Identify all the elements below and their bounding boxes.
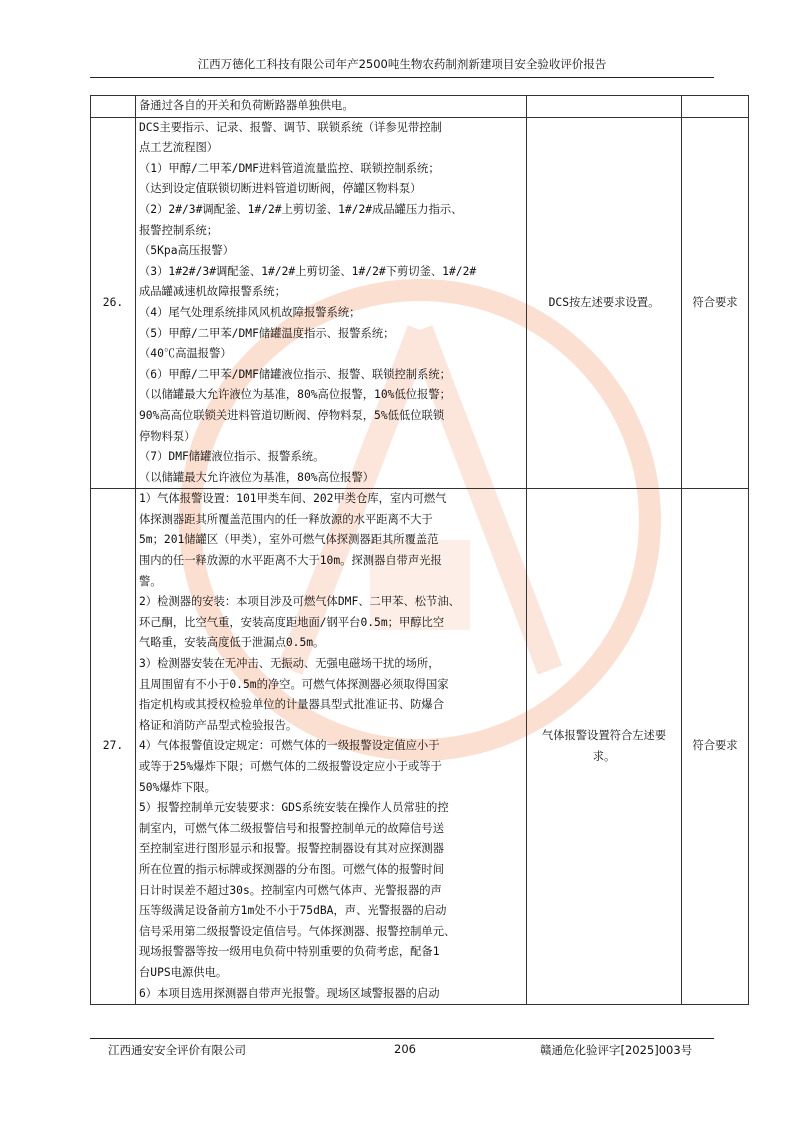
table-row [91, 117, 749, 489]
report-title: 江西万德化工科技有限公司年产2500吨生物农药制剂新建项目安全验收评价报告 [197, 57, 607, 71]
item-number: 26. [91, 117, 136, 489]
footer-divider [90, 1038, 714, 1039]
content-line: （5）甲醇/二甲苯/DMF储罐温度指示、报警系统； [139, 326, 395, 340]
content-line: 5m；201储罐区（甲类），室外可燃气体探测器距其所覆盖范 [139, 533, 439, 547]
content-line: 成品罐减速机故障报警系统； [139, 285, 286, 299]
content-line: （7）DMF储罐液位指示、报警系统。 [139, 450, 325, 464]
content-line: 1）气体报警设置：101甲类车间、202甲类仓库，室内可燃气 [139, 492, 447, 506]
content-line: 报警控制系统； [139, 223, 219, 237]
content-line: 5）报警控制单元安装要求：GDS系统安装在操作人员常驻的控 [139, 801, 449, 815]
footer-company: 江西通安安全评价有限公司 [108, 1043, 246, 1057]
content-line: 现场报警器等按一级用电负荷中特别重要的负荷考虑，配备1 [139, 945, 440, 959]
content-line: （以储罐最大允许液位为基准，80%高位报警，10%低位报警； [139, 388, 451, 402]
content-line: （2）2#/3#调配釜、1#/2#上剪切釜、1#/2#成品罐压力指示、 [139, 202, 463, 216]
content-line: （40℃高温报警） [139, 347, 232, 361]
conclusion [682, 96, 749, 118]
content-line: 体探测器距其所覆盖范围内的任一释放源的水平距离不大于 [139, 512, 433, 526]
content-line: 4）气体报警值设定规定：可燃气体的一级报警设定值应小于 [139, 739, 440, 753]
table-row [91, 489, 749, 1005]
content-line: （达到设定值联锁切断进料管道切断阀，停罐区物料泵） [139, 182, 422, 196]
inspection-result: 气体报警设置符合左述要求。 [527, 489, 682, 1005]
content-line: 所在位置的指示标牌或探测器的分布图。可燃气体的报警时间 [139, 862, 445, 876]
content-line: 制室内，可燃气体二级报警信号和报警控制单元的故障信号送 [139, 821, 445, 835]
content-line: 压等级满足设备前方1m处不小于75dBA，声、光警报器的启动 [139, 904, 447, 918]
content-line: DCS主要指示、记录、报警、调节、联锁系统（详参见带控制 [139, 120, 442, 134]
content-line: 指定机构或其授权检验单位的计量器具型式批准证书、防爆合 [139, 698, 445, 712]
page-number: 206 [394, 1042, 416, 1056]
item-number: 27. [91, 489, 136, 1005]
conclusion: 符合要求 [682, 489, 749, 1005]
content-line: 环己酮，比空气重，安装高度距地面/钢平台0.5m；甲醇比空 [139, 615, 445, 629]
content-line: 警。 [139, 574, 162, 588]
content-line: 50%爆炸下限。 [139, 780, 216, 794]
content-line: 台UPS电源供电。 [139, 965, 228, 979]
content-line: （3）1#2#/3#调配釜、1#/2#上剪切釜、1#/2#下剪切釜、1#/2# [139, 264, 477, 278]
content-line: 2）检测器的安装：本项目涉及可燃气体DMF、二甲苯、松节油、 [139, 595, 460, 609]
content-line: 90%高高位联锁关进料管道切断阀、停物料泵，5%低低位联锁 [139, 408, 445, 422]
item-number [91, 96, 136, 118]
inspection-result [527, 96, 682, 118]
content-line: （4）尾气处理系统排风风机故障报警系统； [139, 305, 361, 319]
inspection-table [90, 95, 749, 1005]
content-line: 且周围留有不小于0.5m的净空。可燃气体探测器必须取得国家 [139, 677, 449, 691]
requirement-content [136, 117, 527, 489]
content-line: 点工艺流程图） [139, 141, 219, 155]
content-line: （以储罐最大允许液位为基准，80%高位报警） [139, 470, 375, 484]
content-line: 至控制室进行图形显示和报警。报警控制器设有其对应探测器 [139, 842, 445, 856]
inspection-result: DCS按左述要求设置。 [527, 117, 682, 489]
content-line: 6）本项目选用探测器自带声光报警。现场区域警报器的启动 [139, 986, 440, 1000]
page-header [90, 56, 714, 78]
document-number: 赣通危化验评字[2025]003号 [540, 1043, 693, 1057]
content-line: （1）甲醇/二甲苯/DMF进料管道流量监控、联锁控制系统； [139, 161, 440, 175]
content-line: 信号采用第二级报警设定值信号。气体探测器、报警控制单元、 [139, 924, 456, 938]
content-line: （6）甲醇/二甲苯/DMF储罐液位指示、报警、联锁控制系统； [139, 367, 451, 381]
requirement-content [136, 489, 527, 1005]
requirement-content [136, 96, 527, 118]
content-line: 或等于25%爆炸下限；可燃气体的二级报警设定应小于或等于 [139, 760, 442, 773]
content-line: 备通过各自的开关和负荷断路器单独供电。 [139, 99, 354, 112]
content-line: 日计时误差不超过30s。控制室内可燃气体声、光警报器的声 [139, 883, 442, 897]
table-row [91, 96, 749, 118]
content-line: （5Kpa高压报警） [139, 244, 234, 258]
content-line: 格证和消防产品型式检验报告。 [139, 718, 298, 732]
content-line: 停物料泵） [139, 429, 196, 443]
content-line: 气略重，安装高度低于泄漏点0.5m。 [139, 636, 325, 650]
conclusion: 符合要求 [682, 117, 749, 489]
content-line: 围内的任一释放源的水平距离不大于10m。探测器自带声光报 [139, 554, 442, 568]
content-line: 3）检测器安装在无冲击、无振动、无强电磁场干扰的场所， [139, 657, 440, 671]
